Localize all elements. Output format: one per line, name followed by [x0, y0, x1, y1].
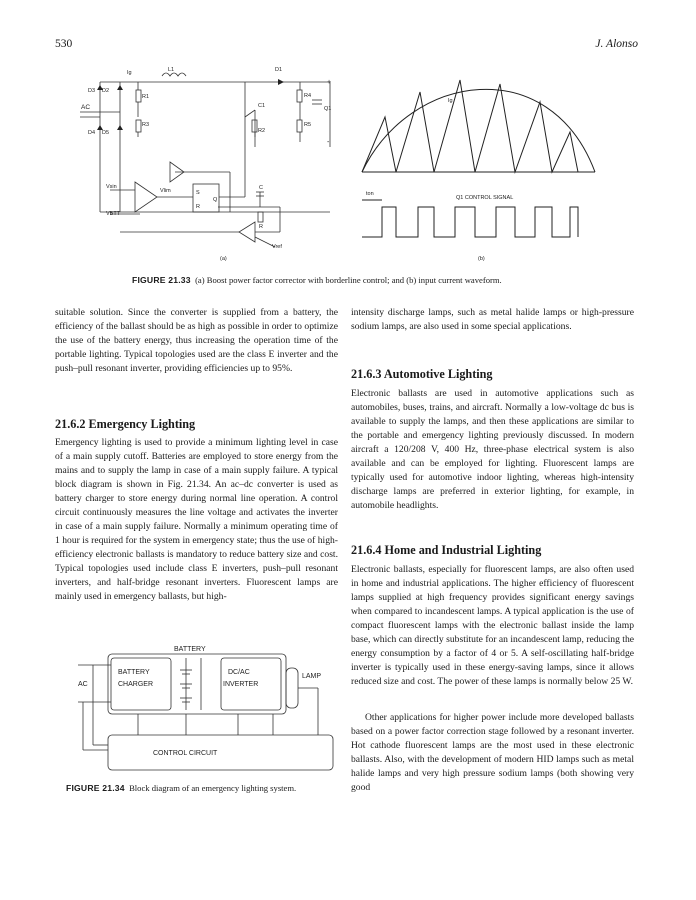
label-vlim: Vlim	[160, 188, 171, 194]
label-q: Q	[213, 197, 218, 203]
label-ig-wave: Ig	[448, 98, 453, 104]
label-s: S	[196, 190, 200, 196]
label-d1: D1	[275, 67, 283, 73]
label-l1: L1	[168, 67, 175, 73]
label-vbtt: VBTT	[106, 211, 121, 217]
label-c1: C1	[258, 103, 266, 109]
label-vref: Vref	[272, 244, 282, 250]
label-battery: BATTERY	[174, 646, 206, 653]
heading-automotive-lighting: 21.6.3 Automotive Lighting	[351, 367, 493, 381]
label-r2: R2	[258, 128, 266, 134]
figure-21-34-caption-text: Block diagram of an emergency lighting system.	[129, 783, 297, 793]
label-r1: R1	[142, 94, 150, 100]
q1-control-signal	[362, 200, 578, 237]
label-minus: -	[327, 139, 330, 146]
boost-pfc-schematic	[80, 73, 330, 247]
label-d2: D2	[102, 88, 110, 94]
label-ac-input: AC	[78, 681, 88, 688]
schematic-diodes	[97, 79, 284, 130]
right-para-4: Other applications for higher power include more developed ballasts based on a power factor correction stage followed by a resonant inverter. Hot cathode fluorescent lamps are the most used in these electronic ballasts. Also, with the development of modern HID lamps such as metal halide lamps and very high pressure sodium lamps (both showing very good	[351, 712, 634, 793]
figure-21-34-caption	[66, 783, 296, 793]
right-para-2: Electronic ballasts are used in automotive applications such as automobiles, buses, trains, and aircraft. Normally a low-voltage dc bus is available to supply the lamps, and then these applications are similar to the portable and emergency lighting previously discussed. In modern aircraft a 120/208 V, 400 Hz, three-phase electrical system is also available and can be employed for lighting. Fluorescent lamps are typically used for automotive indoor lighting, whereas high-intensity discharge lamps are preferred in exterior lighting, for example, in automobile headlights.	[351, 388, 634, 511]
label-r-feedback: R	[259, 224, 263, 230]
input-current-waveform	[362, 80, 595, 172]
lamp-symbol	[286, 668, 298, 708]
figure-21-33	[80, 62, 600, 267]
figure-21-33-caption	[132, 275, 502, 285]
label-panel-b: (b)	[478, 256, 485, 262]
label-d5: D5	[102, 130, 110, 136]
label-lamp: LAMP	[302, 673, 322, 680]
label-q1-control: Q1 CONTROL SIGNAL	[456, 195, 514, 201]
label-plus: +	[327, 79, 332, 86]
label-inverter-line2: INVERTER	[223, 681, 259, 688]
label-ac: AC	[81, 104, 91, 111]
label-r4: R4	[304, 93, 312, 99]
label-control-circuit: CONTROL CIRCUIT	[153, 750, 218, 757]
label-charger-line2: CHARGER	[118, 681, 154, 688]
figure-21-34-label: FIGURE 21.34	[66, 783, 125, 793]
right-para-3: Electronic ballasts, especially for fluorescent lamps, are also often used in home and industrial applications. The higher efficiency of fluorescent lamps supplied at high frequency provides significant energy savings when compared to incandescent lamps. A typical application is the use of compact fluorescent lamps with the electronic ballast inside the lamp base, which can directly substitute for an incandescent lamp, reducing the energy consumption by a factor of 4 or 5. A self-oscillating half-bridge inverter is typically used in these energy-saving lamps, since it allows reduced size and cost. The power of these lamps is normally below 25 W.	[351, 564, 634, 687]
left-para-1: suitable solution. Since the converter is supplied from a battery, the efficiency of the ballast should be as high as possible in order to optimize the use of the battery energy, thus increasing the operation time of the portable lighting. Typical topologies used are the class E inverter and the push–pull resonant inverter, providing efficiencies up to 95%.	[55, 307, 338, 374]
right-para-1: intensity discharge lamps, such as metal halide lamps or high-pressure sodium lamps, are also used in some special applications.	[351, 307, 634, 332]
label-charger-line1: BATTERY	[118, 669, 150, 676]
label-ig: Ig	[127, 70, 132, 76]
schematic-labels	[81, 67, 331, 262]
label-c: C	[259, 185, 263, 191]
label-ton: ton	[366, 191, 374, 197]
figure-21-33-caption-text: (a) Boost power factor corrector with borderline control; and (b) input current waveform.	[195, 275, 502, 285]
block-control-circuit	[108, 735, 333, 770]
heading-emergency-lighting: 21.6.2 Emergency Lighting	[55, 417, 196, 431]
page-number: 530	[55, 38, 73, 50]
heading-home-industrial-lighting: 21.6.4 Home and Industrial Lighting	[351, 543, 542, 557]
running-author: J. Alonso	[595, 38, 638, 50]
label-d4: D4	[88, 130, 96, 136]
label-d3: D3	[88, 88, 96, 94]
label-panel-a: (a)	[220, 256, 227, 262]
label-vsin: Vsin	[106, 184, 117, 190]
left-para-2: Emergency lighting is used to provide a minimum lighting level in case of a main supply cutoff. Batteries are employed to store energy from the mains and to supply the lamp in case of a main supply failure. A typical block diagram is shown in Fig. 21.34. An ac–dc converter is used as battery charger to store energy during normal line operation. A control circuit continuously measures the line voltage and activates the inverter in case of a main supply failure. Normally a minimum operating time of 1 hour is required for the system in emergency state; thus the use of high-efficiency electronic ballasts is mandatory to reduce battery size and cost. Typical topologies used include class E inverters, push–pull resonant inverters, and half-bridge resonant inverters. Fluorescent lamps are mainly used in emergency ballasts, but high-	[55, 437, 338, 602]
figure-21-34	[78, 640, 336, 775]
label-r3: R3	[142, 122, 150, 128]
label-r5: R5	[304, 122, 312, 128]
label-q1: Q1	[324, 106, 332, 112]
label-inverter-line1: DC/AC	[228, 669, 250, 676]
figure-21-33-label: FIGURE 21.33	[132, 275, 191, 285]
label-r-latch: R	[196, 204, 200, 210]
